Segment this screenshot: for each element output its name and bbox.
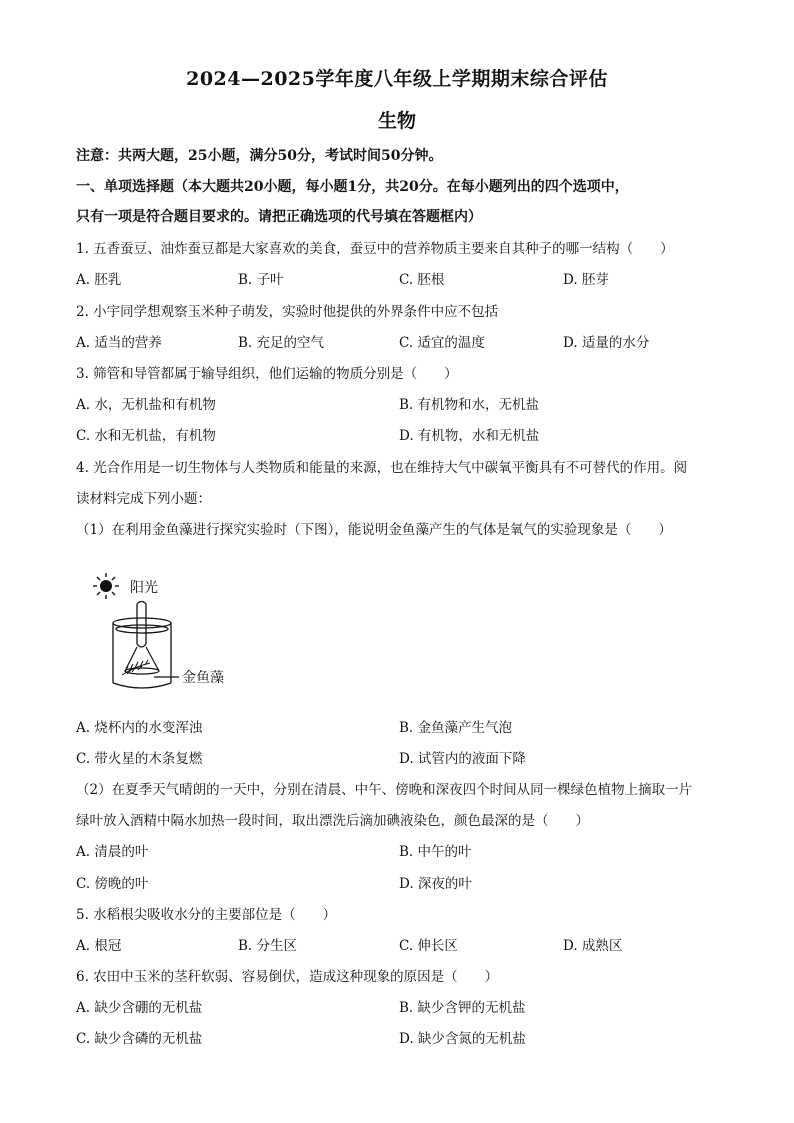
- question-2-option-d[interactable]: D. 适量的水分: [563, 335, 650, 351]
- question-4-1-option-d[interactable]: D. 试管内的液面下降: [399, 751, 526, 767]
- question-6-option-d[interactable]: D. 缺少含氮的无机盐: [399, 1031, 526, 1047]
- question-2-option-b[interactable]: B. 充足的空气: [238, 335, 325, 351]
- question-4-stem-line1: 4. 光合作用是一切生物体与人类物质和能量的来源，也在维持大气中碳氧平衡具有不可替代的作用。阅: [76, 460, 688, 476]
- question-6-option-c[interactable]: C. 缺少含磷的无机盐: [76, 1031, 203, 1047]
- question-5-option-a[interactable]: A. 根冠: [76, 938, 122, 954]
- question-6-option-a[interactable]: A. 缺少含硼的无机盐: [76, 1000, 203, 1016]
- sun-label: 阳光: [130, 580, 158, 596]
- section-heading-line2: 只有一项是符合题目要求的。请把正确选项的代号填在答题框内）: [76, 209, 482, 225]
- question-4-2-option-d[interactable]: D. 深夜的叶: [399, 876, 472, 892]
- exam-subject: 生物: [377, 110, 416, 132]
- question-3-stem: 3. 筛管和导管都属于输导组织，他们运输的物质分别是（ ）: [76, 366, 458, 382]
- question-6-option-b[interactable]: B. 缺少含钾的无机盐: [399, 1000, 526, 1016]
- exam-notice: 注意：共两大题，25小题，满分50分，考试时间50分钟。: [76, 148, 443, 164]
- question-2-option-a[interactable]: A. 适当的营养: [76, 335, 162, 351]
- experiment-figure: [92, 571, 242, 701]
- question-4-1-stem: （1）在利用金鱼藻进行探究实验时（下图），能说明金鱼藻产生的气体是氧气的实验现象是（ ）: [76, 522, 672, 538]
- question-4-2-option-a[interactable]: A. 清晨的叶: [76, 844, 149, 860]
- question-5-option-d[interactable]: D. 成熟区: [563, 938, 623, 954]
- question-5-stem: 5. 水稻根尖吸收水分的主要部位是（ ）: [76, 907, 337, 923]
- question-4-2-option-b[interactable]: B. 中午的叶: [399, 844, 472, 860]
- waterweed-label: 金鱼藻: [182, 670, 224, 686]
- question-5-option-b[interactable]: B. 分生区: [238, 938, 298, 954]
- question-2-stem: 2. 小宇同学想观察玉米种子萌发，实验时他提供的外界条件中应不包括: [76, 304, 499, 320]
- question-3-option-a[interactable]: A. 水，无机盐和有机物: [76, 397, 216, 413]
- sun-icon: [93, 573, 119, 599]
- question-4-2-stem-line2: 绿叶放入酒精中隔水加热一段时间，取出漂洗后滴加碘液染色，颜色最深的是（ ）: [76, 813, 589, 829]
- question-4-stem-line2: 读材料完成下列小题：: [76, 491, 211, 507]
- test-tube-icon: [137, 602, 146, 648]
- question-1-option-b[interactable]: B. 子叶: [238, 272, 284, 288]
- question-2-option-c[interactable]: C. 适宜的温度: [399, 335, 485, 351]
- question-1-option-c[interactable]: C. 胚根: [399, 272, 445, 288]
- question-4-1-option-c[interactable]: C. 带火星的木条复燃: [76, 751, 203, 767]
- question-1-option-a[interactable]: A. 胚乳: [76, 272, 122, 288]
- section-heading-line1: 一、单项选择题（本大题共20小题，每小题1分，共20分。在每小题列出的四个选项中，: [76, 179, 629, 195]
- question-3-option-c[interactable]: C. 水和无机盐，有机物: [76, 428, 216, 444]
- question-4-1-option-b[interactable]: B. 金鱼藻产生气泡: [399, 720, 513, 736]
- exam-title: 2024—2025学年度八年级上学期期末综合评估: [186, 68, 608, 90]
- question-6-stem: 6. 农田中玉米的茎秆软弱、容易倒伏，造成这种现象的原因是（ ）: [76, 969, 499, 985]
- question-1-stem: 1. 五香蚕豆、油炸蚕豆都是大家喜欢的美食，蚕豆中的营养物质主要来自其种子的哪一结构（ ）: [76, 241, 674, 257]
- question-1-option-d[interactable]: D. 胚芽: [563, 272, 609, 288]
- question-4-2-option-c[interactable]: C. 傍晚的叶: [76, 876, 149, 892]
- question-5-option-c[interactable]: C. 伸长区: [399, 938, 458, 954]
- question-4-2-stem-line1: （2）在夏季天气晴朗的一天中，分别在清晨、中午、傍晚和深夜四个时间从同一棵绿色植物上摘取一片: [76, 782, 693, 798]
- question-4-1-option-a[interactable]: A. 烧杯内的水变浑浊: [76, 720, 203, 736]
- question-3-option-b[interactable]: B. 有机物和水，无机盐: [399, 397, 540, 413]
- question-3-option-d[interactable]: D. 有机物，水和无机盐: [399, 428, 540, 444]
